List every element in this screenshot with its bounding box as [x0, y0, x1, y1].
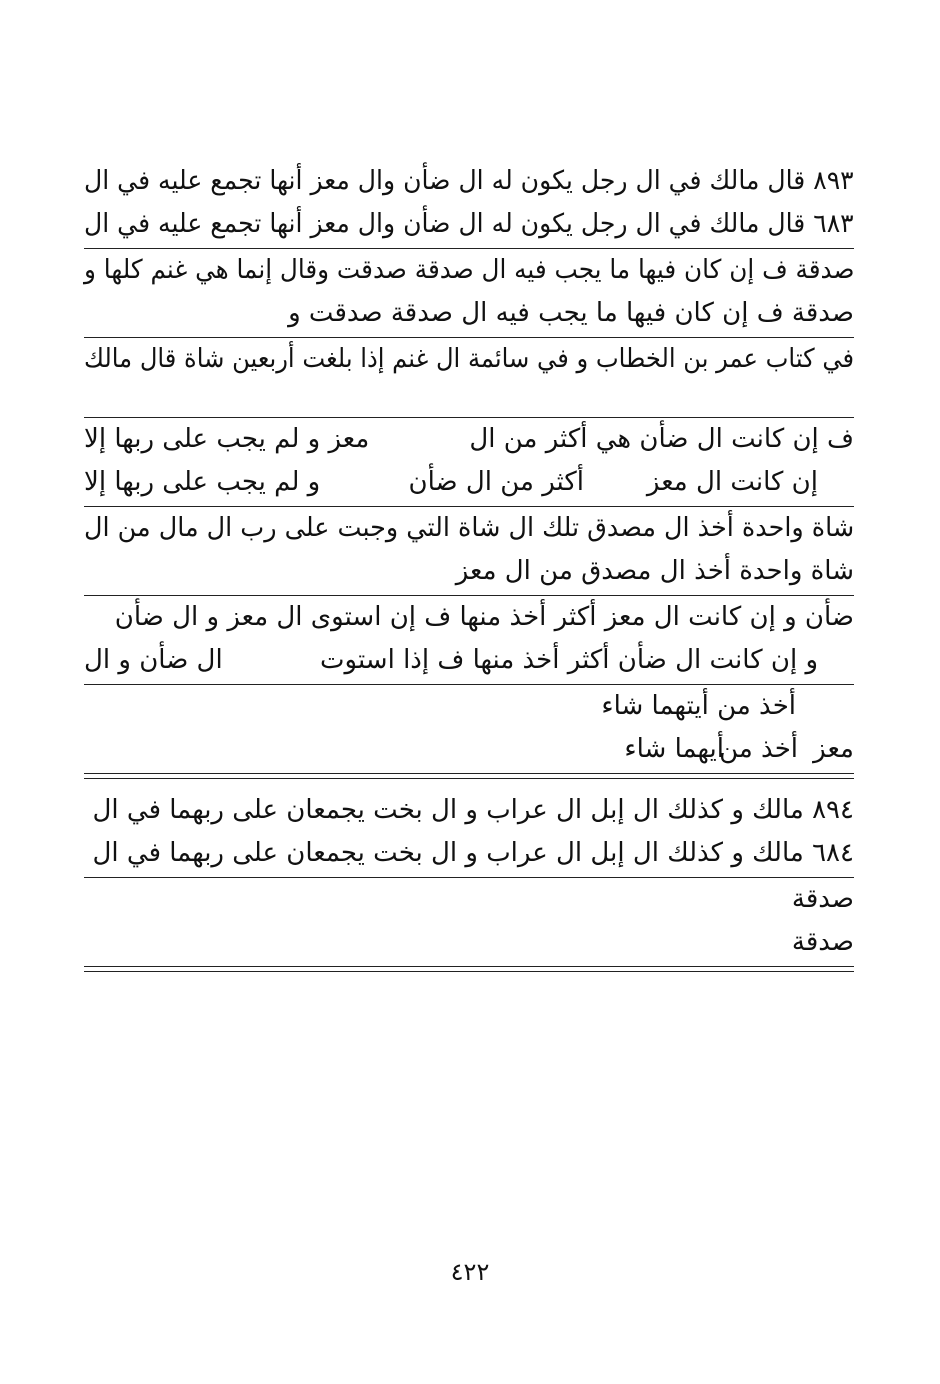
entry-goats-majority [84, 596, 854, 685]
page-number: ٤٢٢ [450, 1258, 490, 1286]
text-line [84, 292, 854, 335]
line-segment: صدقة ف إن كان فيها ما يجب فيه ال صدقة صدقت و [288, 298, 854, 328]
line-segment: ٨٩٤ مالك و كذلك ال إبل ال عراب و ال بخت يجمعان على ربهما في ال [92, 795, 854, 825]
entry-893-opening [84, 160, 854, 249]
line-segment: إن كانت ال معز [646, 467, 818, 497]
text-line [84, 160, 854, 203]
line-segment: أكثر من ال ضأن [408, 467, 584, 497]
line-segment: و إن كانت ال ضأن أكثر أخذ منها ف إذا استوت [320, 645, 818, 675]
text-line [84, 461, 854, 504]
line-segment: شاة واحدة أخذ ال مصدق تلك ال شاة التي وجبت على رب ال مال من ال [83, 513, 854, 543]
entry-894-continuation [84, 878, 854, 972]
line-segment: معز [813, 734, 854, 764]
entry-sheep-majority [84, 418, 854, 507]
line-segment: ٦٨٤ مالك و كذلك ال إبل ال عراب و ال بخت يجمعان على ربهما في ال [92, 838, 854, 868]
text-line [84, 878, 854, 921]
line-segment: و لم يجب على ربها إلا [84, 467, 321, 497]
line-segment: صدقة [791, 884, 854, 914]
text-line [84, 203, 854, 246]
line-segment: ضأن و إن كانت ال معز أكثر أخذ منها ف إن استوى ال معز و ال ضأن [114, 602, 854, 632]
entry-893-continuation [84, 249, 854, 338]
entry-894 [84, 789, 854, 878]
text-line [84, 832, 854, 875]
text-line [84, 596, 854, 639]
entry-one-sheep [84, 507, 854, 596]
text-line [84, 685, 854, 728]
line-segment: ف إن كانت ال ضأن هي أكثر من ال [469, 424, 854, 454]
line-segment: أيهما شاء [624, 734, 724, 764]
entry-umar-book [84, 338, 854, 418]
text-line [84, 728, 854, 771]
text-line [84, 550, 854, 593]
text-line [84, 418, 854, 461]
text-line [84, 507, 854, 550]
entry-either-one [84, 685, 854, 779]
text-line [84, 789, 854, 832]
double-divider [84, 773, 854, 779]
line-segment: شاة واحدة أخذ ال مصدق من ال معز [455, 556, 854, 586]
blank-line [84, 381, 854, 415]
collation-text [84, 160, 854, 972]
line-segment: في كتاب عمر بن الخطاب و في سائمة ال غنم إذا بلغت أربعين شاة قال مالك [83, 344, 854, 374]
line-segment: معز و لم يجب على ربها إلا [84, 424, 370, 454]
text-line [84, 249, 854, 292]
line-segment: صدقة ف إن كان فيها ما يجب فيه ال صدقة صدقت وقال إنما هي غنم كلها و [83, 255, 854, 285]
double-divider [84, 966, 854, 972]
line-segment: ٨٩٣ قال مالك في ال رجل يكون له ال ضأن وال معز أنها تجمع عليه في ال [84, 166, 854, 196]
line-segment: ال ضأن و ال [84, 645, 223, 675]
line-segment: أخذ من [719, 734, 798, 764]
line-segment: أخذ من أيتهما شاء [601, 691, 796, 721]
text-line [84, 921, 854, 964]
text-line [84, 338, 854, 381]
text-line [84, 639, 854, 682]
line-segment: ٦٨٣ قال مالك في ال رجل يكون له ال ضأن وال معز أنها تجمع عليه في ال [84, 209, 854, 239]
line-segment: صدقة [791, 927, 854, 957]
